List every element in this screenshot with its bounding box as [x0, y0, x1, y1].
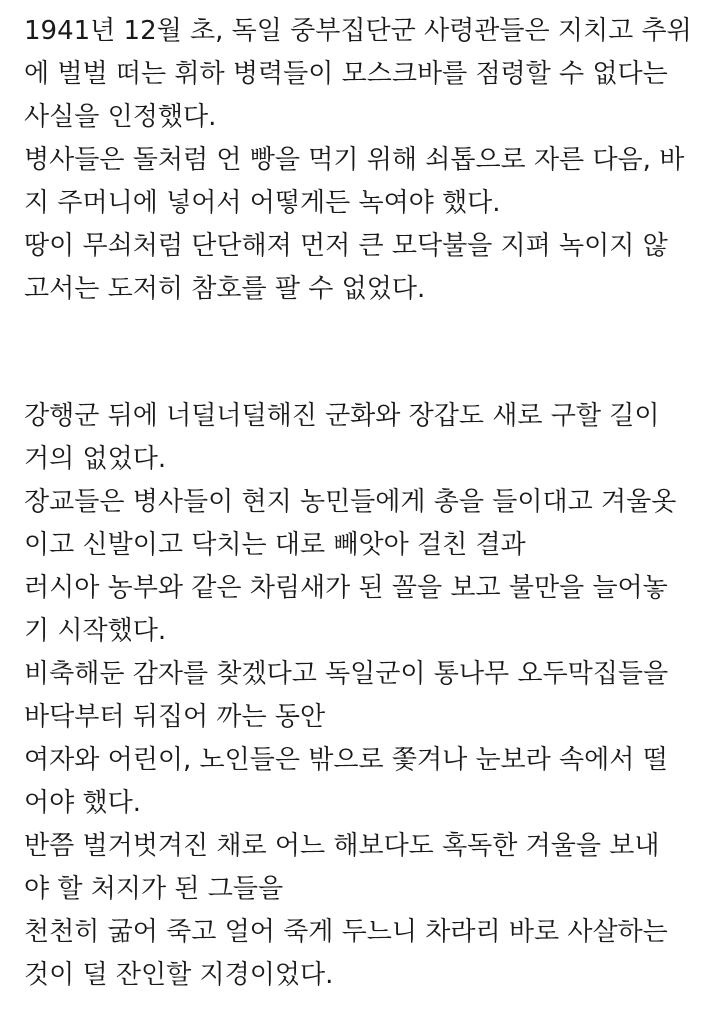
- text-line: 천천히 굶어 죽고 얼어 죽게 두느니 차라리 바로 사살하는: [24, 917, 668, 947]
- paragraph-gap: [24, 311, 704, 395]
- text-line: 기 시작했다.: [24, 616, 167, 646]
- text-line: 지 주머니에 넣어서 어떻게든 녹여야 했다.: [24, 188, 501, 218]
- paragraph-2: [24, 395, 704, 997]
- text-line: 거의 없었다.: [24, 444, 167, 474]
- text-line: 반쯤 벌거벗겨진 채로 어느 해보다도 혹독한 겨울을 보내: [24, 831, 660, 861]
- text-line: 1941년 12월 초, 독일 중부집단군 사령관들은 지치고 추위: [24, 16, 692, 46]
- paragraph-1: [24, 10, 704, 311]
- text-line: 것이 덜 잔인할 지경이었다.: [24, 960, 334, 990]
- text-line: 땅이 무쇠처럼 단단해져 먼저 큰 모닥불을 지펴 녹이지 않: [24, 231, 668, 261]
- text-line: 강행군 뒤에 너덜너덜해진 군화와 장갑도 새로 구할 길이: [24, 401, 660, 431]
- text-line: 사실을 인정했다.: [24, 102, 217, 132]
- text-line: 여자와 어린이, 노인들은 밖으로 쫓겨나 눈보라 속에서 떨: [24, 745, 668, 775]
- text-line: 에 벌벌 떠는 휘하 병력들이 모스크바를 점령할 수 없다는: [24, 59, 668, 89]
- text-line: 야 할 처지가 된 그들을: [24, 874, 284, 904]
- text-line: 러시아 농부와 같은 차림새가 된 꼴을 보고 불만을 늘어놓: [24, 573, 668, 603]
- text-line: 병사들은 돌처럼 언 빵을 먹기 위해 쇠톱으로 자른 다음, 바: [24, 145, 685, 175]
- text-line: 비축해둔 감자를 찾겠다고 독일군이 통나무 오두막집들을: [24, 659, 669, 689]
- text-line: 고서는 도저히 참호를 팔 수 없었다.: [24, 274, 426, 304]
- document-body: [24, 10, 704, 997]
- text-line: 장교들은 병사들이 현지 농민들에게 총을 들이대고 겨울옷: [24, 487, 677, 517]
- text-line: 바닥부터 뒤집어 까는 동안: [24, 702, 326, 732]
- text-line: 이고 신발이고 닥치는 대로 빼앗아 걸친 결과: [24, 530, 526, 560]
- text-line: 어야 했다.: [24, 788, 141, 818]
